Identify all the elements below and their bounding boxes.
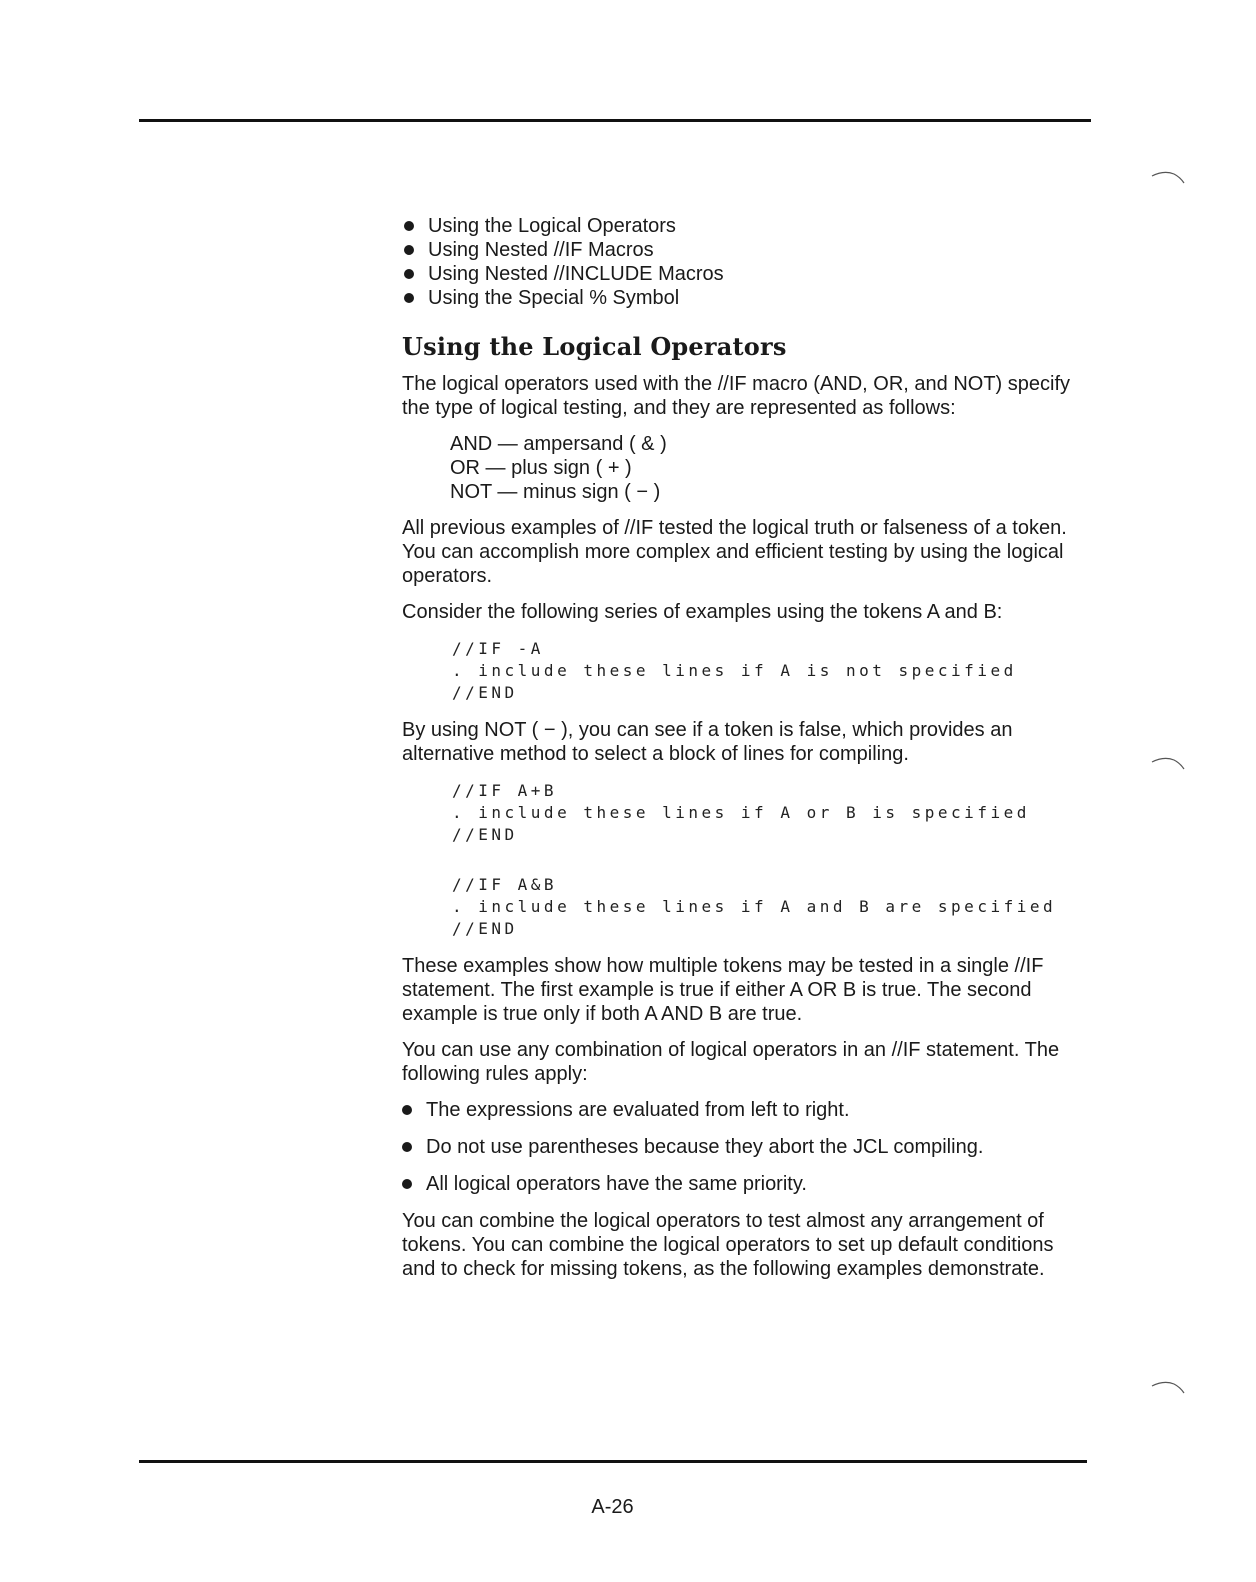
code-line: //IF A&B [452, 875, 558, 894]
bottom-rule [139, 1460, 1087, 1463]
bullet-icon [404, 221, 414, 231]
section-list [402, 214, 1092, 310]
section-list-item: Using Nested //INCLUDE Macros [402, 262, 1092, 286]
operator-list [450, 432, 1092, 504]
bullet-icon [402, 1105, 412, 1115]
paragraph: Consider the following series of examples using the tokens A and B: [402, 601, 1003, 623]
code-line: . include these lines if A or B is specified [452, 803, 1030, 822]
operator-and: AND — ampersand ( & ) [450, 433, 667, 455]
section-list-item: Using the Special % Symbol [402, 286, 1092, 310]
intro-paragraph: The logical operators used with the //IF macro (AND, OR, and NOT) specify the type of logical testing, and they are represented as follows: [402, 373, 1071, 419]
margin-mark [1150, 170, 1186, 184]
code-line: //IF A+B [452, 781, 558, 800]
code-example-and [452, 874, 1092, 940]
rule-item: All logical operators have the same priority. [402, 1172, 1092, 1196]
section-list-item: Using the Logical Operators [402, 214, 1092, 238]
rule-item: Do not use parentheses because they abort the JCL compiling. [402, 1135, 1092, 1159]
paragraph: You can use any combination of logical operators in an //IF statement. The following rules apply: [402, 1039, 1060, 1085]
bullet-icon [402, 1179, 412, 1189]
paragraph: By using NOT ( − ), you can see if a token is false, which provides an alternative method to select a block of lines for compiling. [402, 719, 1013, 765]
operator-or: OR — plus sign ( + ) [450, 457, 632, 479]
bullet-icon [404, 293, 414, 303]
code-example-or [452, 780, 1092, 846]
bullet-icon [402, 1142, 412, 1152]
code-line: //IF -A [452, 639, 544, 658]
code-line: //END [452, 683, 518, 702]
paragraph: These examples show how multiple tokens may be tested in a single //IF statement. The first example is true if either A OR B is true. The second example is true only if both A AND B are true. [402, 955, 1044, 1025]
page-content [402, 214, 1092, 1293]
rules-list [402, 1098, 1092, 1196]
bullet-icon [404, 245, 414, 255]
code-line: //END [452, 919, 518, 938]
margin-mark [1150, 1380, 1186, 1394]
code-line: . include these lines if A and B are specified [452, 897, 1057, 916]
section-heading: Using the Logical Operators [402, 332, 787, 361]
section-list-item: Using Nested //IF Macros [402, 238, 1092, 262]
code-line: //END [452, 825, 518, 844]
paragraph: All previous examples of //IF tested the logical truth or falseness of a token. You can accomplish more complex and efficient testing by using the logical operators. [402, 517, 1067, 587]
rule-item: The expressions are evaluated from left to right. [402, 1098, 1092, 1122]
top-rule [139, 119, 1091, 122]
margin-mark [1150, 756, 1186, 770]
paragraph: You can combine the logical operators to test almost any arrangement of tokens. You can combine the logical operators to set up default conditions and to check for missing tokens, as the following examples demonstrate. [402, 1210, 1054, 1280]
operator-not: NOT — minus sign ( − ) [450, 481, 661, 503]
page-number: A-26 [591, 1496, 634, 1518]
code-example-not [452, 638, 1092, 704]
code-line: . include these lines if A is not specified [452, 661, 1017, 680]
bullet-icon [404, 269, 414, 279]
